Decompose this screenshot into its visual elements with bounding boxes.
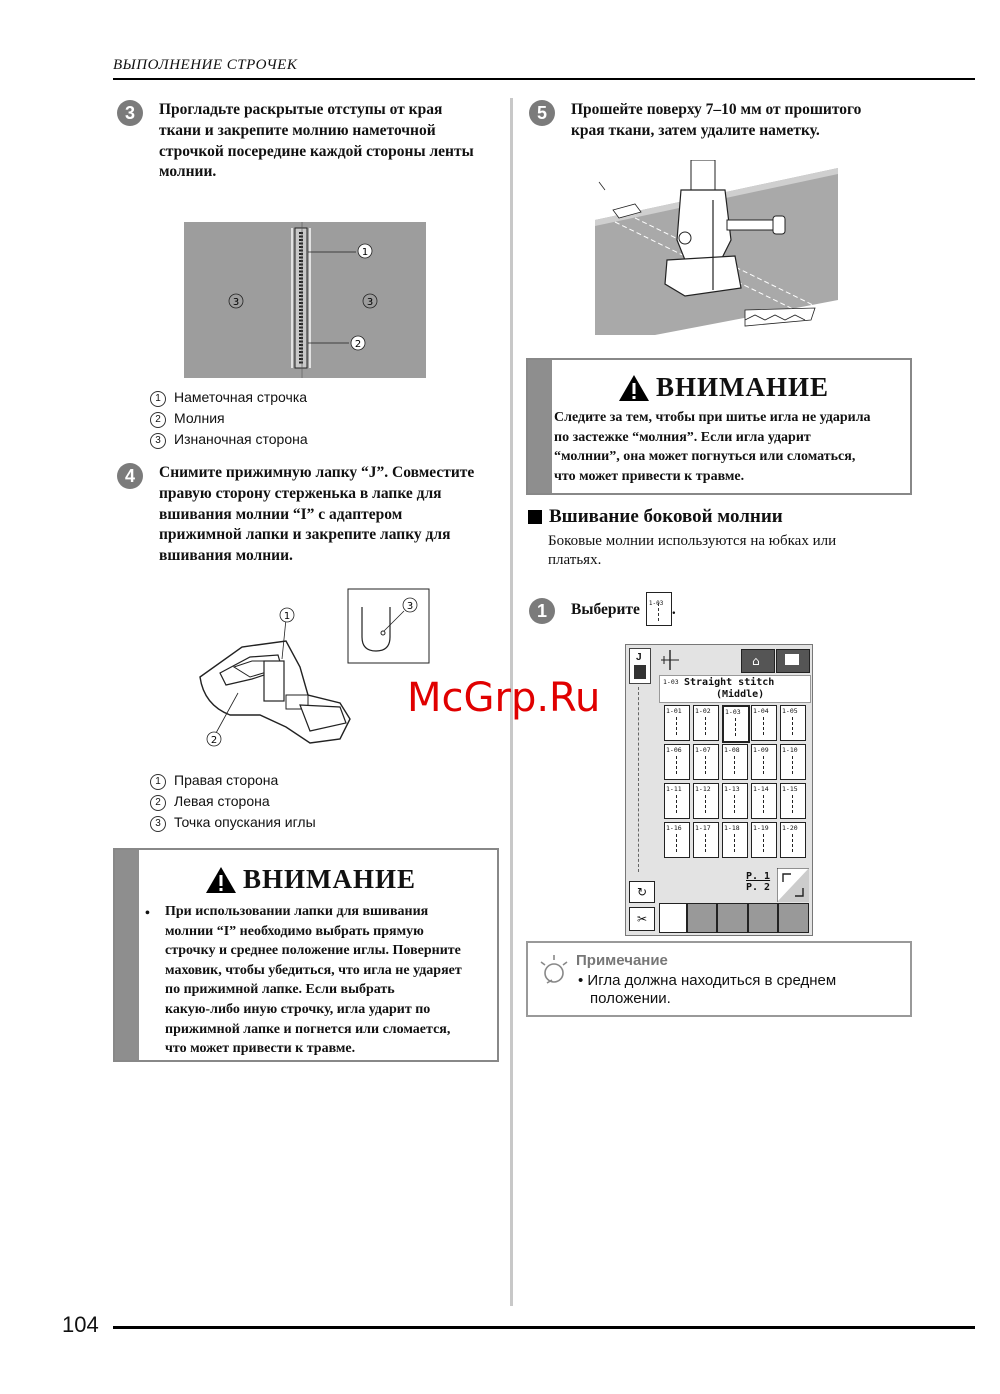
zipper-basting-illustration [184,222,426,378]
svg-text:2: 2 [210,735,218,746]
tab-cross-stitches[interactable] [717,903,748,933]
warning-triangle-icon [205,866,237,894]
stitch-pattern-icon [734,795,735,813]
stitch-pattern-icon [705,834,706,852]
stitch-pattern-icon [763,717,764,735]
stitch-key[interactable]: 1-18 [722,822,748,858]
stitch-pattern-icon [763,756,764,774]
stitch-key[interactable]: 1-08 [722,744,748,780]
step-5-line: Прошейте поверху 7–10 мм от прошитого [571,101,862,118]
step-4-badge: 4 [117,463,143,489]
category-tabs [659,903,809,931]
step-3-line: Прогладьте раскрытые отступы от края [159,101,443,118]
warning-box-foot [113,848,499,1062]
note-title: Примечание [576,952,668,969]
zipper-foot-illustration [190,585,435,750]
tab-utility-stitches[interactable] [659,903,687,933]
warning-heading [205,864,416,895]
stitch-pattern-icon [676,795,677,813]
warning-bullet: • [145,906,150,921]
stitch-key[interactable]: 1-19 [751,822,777,858]
page-arrow-button[interactable] [777,868,809,902]
step-5-text [571,100,911,142]
tab-satin-stitches[interactable] [778,903,809,933]
step-5-badge: 5 [529,100,555,126]
square-bullet-icon [528,510,542,524]
shirt-icon-button[interactable]: ⌂ [741,649,775,673]
stitch-key[interactable]: 1-20 [780,822,806,858]
watermark: McGrp.Ru [407,675,601,721]
legend-item: 1 Правая сторона [150,770,316,791]
header-rule [113,78,975,80]
running-header: ВЫПОЛНЕНИЕ СТРОЧЕК [113,57,298,73]
lcd-guide-line [638,687,639,872]
tab-decorative-stitches[interactable] [687,903,718,933]
stitch-key[interactable]: 1-17 [693,822,719,858]
step-3-line: ткани и закрепите молнию наметочной [159,121,436,139]
legend-item: 1 Наметочная строчка [150,387,308,408]
stitch-pattern-icon [792,756,793,774]
stitch-pattern-icon [676,834,677,852]
stitch-key[interactable]: 1-14 [751,783,777,819]
step-3-line: строчкой посередине каждой стороны ленты [159,142,474,160]
stitch-pattern-icon [734,834,735,852]
legend-item: 2 Левая сторона [150,791,316,812]
tab-buttonhole-stitches[interactable] [748,903,779,933]
settings-icon-button[interactable] [776,649,810,673]
step-4-text [159,463,504,567]
stitch-pattern-icon [676,717,677,735]
scissors-icon[interactable]: ✂ [629,907,655,931]
stitch-pattern-icon [763,795,764,813]
stitch-key[interactable]: 1-01 [664,705,690,741]
svg-text:3: 3 [406,601,414,612]
stitch-key[interactable]: 1-02 [693,705,719,741]
step-4-line: правую сторону стерженька в лапке для [159,484,442,502]
page-number: 104 [62,1312,99,1337]
stitch-pattern-icon [676,756,677,774]
straight-stitch-key-icon: 1-03 [646,592,672,626]
stitch-key[interactable]: 1-10 [780,744,806,780]
stitch-key[interactable]: 1-04 [751,705,777,741]
warning-text: При использовании лапки для вшивания молнии “I” необходимо выбрать прямую строчку и среднее положение иглы. Поверните маховик, чтобы убедиться, что игла не ударяет по прижимной лапке. Если выбрать какую-либо иную строчку, игла ударит по прижимной лапке и погнется или сломается, что может привести к травме. [165,904,462,1057]
legend-item: 3 Точка опускания иглы [150,812,316,833]
step-4-line: Снимите прижимную лапку “J”. Совместите [159,464,475,481]
section-title: Вшивание боковой молнии [549,506,783,527]
stitch-key[interactable]: 1-09 [751,744,777,780]
stitch-pattern-icon [705,717,706,735]
step-1-text: Выберите 1-03 . [571,600,676,626]
presser-foot-icon[interactable]: J [629,648,651,684]
footer-rule [113,1326,975,1329]
step-4-line: прижимной лапки и закрепите лапку для [159,526,451,544]
stitch-key[interactable]: 1-16 [664,822,690,858]
stitch-pattern-icon [705,756,706,774]
svg-text:1: 1 [283,611,291,622]
stitch-key[interactable]: 1-03 [722,705,750,743]
warning-triangle-icon [618,374,650,402]
note-text: • Игла должна находиться в среднем положении. [578,972,837,1007]
stitch-key[interactable]: 1-13 [722,783,748,819]
stitch-title-panel: 1-03 Straight stitch (Middle) [659,675,811,703]
stitch-pattern-icon [792,834,793,852]
stitch-pattern-icon [792,795,793,813]
stitch-key[interactable]: 1-15 [780,783,806,819]
stitch-key[interactable]: 1-06 [664,744,690,780]
stitch-pattern-icon [792,717,793,735]
step-1-badge: 1 [529,598,555,624]
step-3-line: молнии. [159,163,217,181]
warning-heading [618,372,829,403]
stitch-key[interactable]: 1-11 [664,783,690,819]
step-3-text [159,100,499,183]
legend-item: 2 Молния [150,408,308,429]
section-body: Боковые молнии используются на юбках или платьях. [548,533,837,568]
step-4-line: вшивания молнии “I” с адаптером [159,505,403,523]
warning-title: ВНИМАНИЕ [656,372,830,402]
svg-text:3: 3 [232,297,240,308]
step-4-legend [150,770,316,833]
stitch-pattern-icon [734,756,735,774]
needle-position-icon [658,650,682,670]
legend-item: 3 Изнаночная сторона [150,429,308,450]
lightbulb-icon [538,953,570,987]
step-3-legend [150,387,308,450]
note-box [526,941,912,1017]
stitch-key[interactable]: 1-07 [693,744,719,780]
warning-sidebar [115,850,139,1060]
svg-text:3: 3 [366,297,374,308]
reverse-button-icon[interactable]: ↻ [629,881,655,903]
warning-sidebar [528,360,552,493]
warning-title: ВНИМАНИЕ [243,864,417,894]
section-heading [528,506,783,528]
svg-text:2: 2 [354,339,362,350]
stitch-key[interactable]: 1-05 [780,705,806,741]
stitch-pattern-icon [763,834,764,852]
step-4-line: вшивания молнии. [159,547,293,565]
warning-text: Следите за тем, чтобы при шитье игла не ударила по застежке “молния”. Если игла ударит “молнии”, она может погнуться или сломаться, что может привести к травме. [554,410,871,484]
topstitch-illustration [595,160,838,338]
lcd-screen [625,644,813,936]
warning-box-zipper [526,358,912,495]
step-5-line: края ткани, затем удалите наметку. [571,121,820,139]
page-indicator: P. 1 P. 2 [746,871,771,893]
svg-text:1: 1 [361,247,369,258]
stitch-pattern-icon [735,718,736,736]
stitch-pattern-icon [705,795,706,813]
stitch-key[interactable]: 1-12 [693,783,719,819]
step-3-badge: 3 [117,100,143,126]
